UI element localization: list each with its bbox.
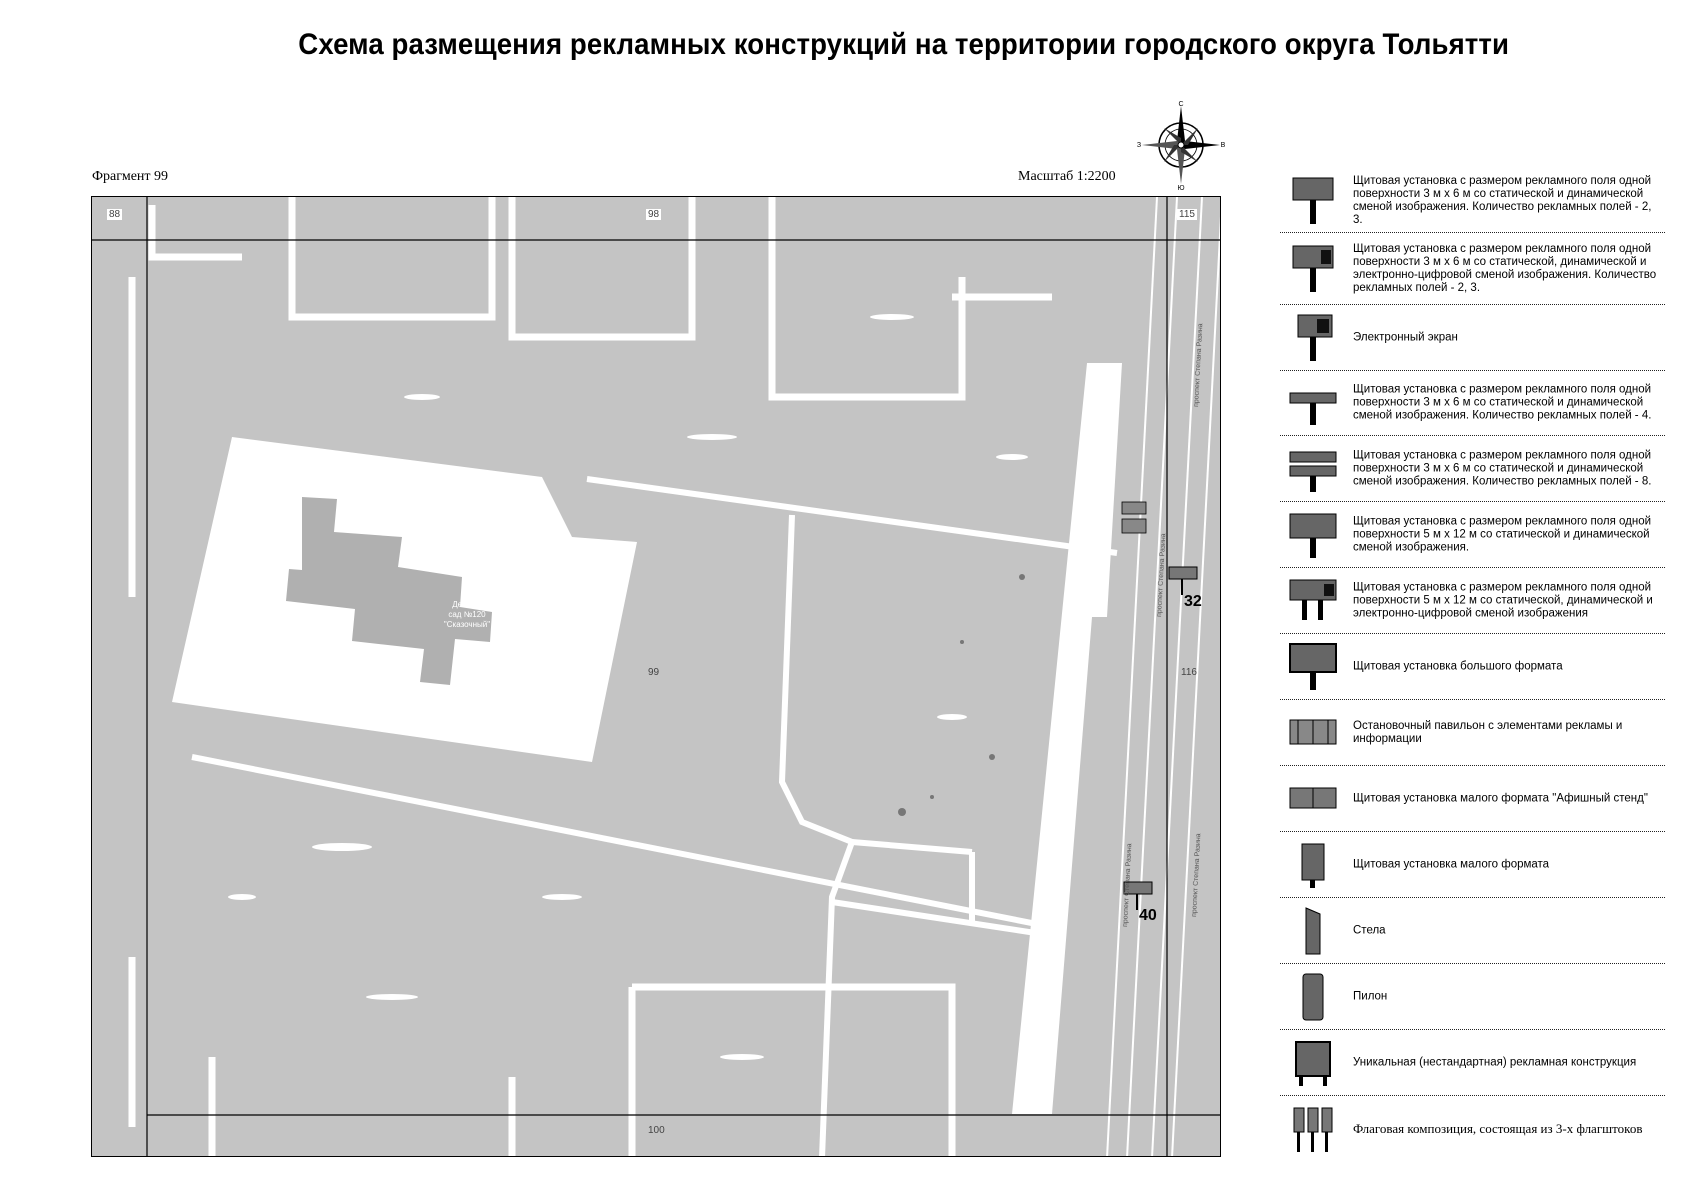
building-label-line3: "Сказочный" bbox=[443, 620, 491, 629]
legend-item bbox=[1280, 898, 1665, 964]
compass-east: В bbox=[1220, 142, 1226, 149]
compass-west: З bbox=[1136, 142, 1142, 149]
billboard-4-fields-icon bbox=[1288, 378, 1338, 428]
flag-composition-icon bbox=[1288, 1104, 1338, 1154]
street-label: проспект Степана Разина bbox=[1191, 833, 1203, 918]
electronic-screen-icon bbox=[1288, 313, 1338, 363]
grid-label-116: 116 bbox=[1181, 667, 1197, 678]
legend-item bbox=[1280, 305, 1665, 371]
legend-text: Щитовая установка большого формата bbox=[1353, 660, 1563, 672]
legend-item bbox=[1280, 233, 1665, 305]
legend-item bbox=[1280, 766, 1665, 832]
legend-item bbox=[1280, 371, 1665, 436]
compass-rose-icon bbox=[1136, 100, 1226, 190]
billboard-5x12-digital-icon bbox=[1288, 576, 1338, 626]
street-label: проспект Степана Разина bbox=[1122, 843, 1134, 928]
legend-item bbox=[1280, 502, 1665, 568]
map-title: Схема размещения рекламных конструкций на территории городского округа Тольятти bbox=[298, 28, 1510, 61]
billboard-5x12-icon bbox=[1288, 510, 1338, 560]
legend-item bbox=[1280, 170, 1665, 233]
legend-text: Щитовая установка с размером рекламного поля одной поверхности 3 м х 6 м со статической, динамической и электронно-цифровой сменой изображения. Количество рекламных полей - 2, 3. bbox=[1353, 242, 1657, 294]
legend-text: Щитовая установка с размером рекламного поля одной поверхности 3 м х 6 м со статической и динамической сменой изображения. Количество рекламных полей - 4. bbox=[1353, 383, 1652, 422]
poster-stand-icon bbox=[1288, 774, 1338, 824]
grid-label-100: 100 bbox=[648, 1125, 665, 1136]
compass-south: Ю bbox=[1177, 185, 1185, 190]
small-format-billboard-icon bbox=[1288, 840, 1338, 890]
grid-label-98: 98 bbox=[648, 209, 660, 220]
legend-text: Электронный экран bbox=[1353, 331, 1458, 343]
legend-text: Щитовая установка с размером рекламного поля одной поверхности 3 м х 6 м со статической и динамической сменой изображения. Количество рекламных полей - 2, 3. bbox=[1353, 175, 1652, 226]
grid-label-115: 115 bbox=[1179, 209, 1195, 220]
grid-label-88: 88 bbox=[109, 209, 121, 220]
legend-item bbox=[1280, 436, 1665, 502]
legend-text: Щитовая установка с размером рекламного поля одной поверхности 5 м х 12 м со статической и динамической сменой изображения. bbox=[1353, 515, 1652, 553]
scale-label: Масштаб 1:2200 bbox=[1018, 169, 1116, 184]
legend-item bbox=[1280, 634, 1665, 700]
legend-item bbox=[1280, 1030, 1665, 1096]
legend-text: Уникальная (нестандартная) рекламная конструкция bbox=[1353, 1056, 1637, 1068]
legend-text: Пилон bbox=[1353, 990, 1388, 1002]
billboard-8-fields-icon bbox=[1288, 444, 1338, 494]
legend-text: Флаговая композиция, состоящая из 3-х флагштоков bbox=[1353, 1121, 1643, 1136]
unique-construction-icon bbox=[1288, 1038, 1338, 1088]
legend-item bbox=[1280, 700, 1665, 766]
fragment-label: Фрагмент 99 bbox=[92, 169, 169, 184]
legend-item bbox=[1280, 568, 1665, 634]
building-label-line2: сад №120 bbox=[448, 610, 486, 619]
legend-text: Щитовая установка с размером рекламного поля одной поверхности 5 м х 12 м со статической, динамической и электронно-цифровой сменой изображения bbox=[1353, 581, 1653, 619]
ad-marker-32-icon bbox=[1169, 567, 1197, 595]
map-legend bbox=[1280, 170, 1665, 1162]
grid-label-99: 99 bbox=[648, 667, 660, 678]
legend-item bbox=[1280, 964, 1665, 1030]
map-canvas[interactable] bbox=[91, 196, 1221, 1157]
bus-stop-pavilion-icon bbox=[1288, 708, 1338, 758]
legend-text: Щитовая установка с размером рекламного поля одной поверхности 3 м х 6 м со статической и динамической сменой изображения. Количество рекламных полей - 8. bbox=[1353, 449, 1652, 487]
legend-text: Щитовая установка малого формата "Афишный стенд" bbox=[1353, 792, 1648, 804]
street-label: проспект Степана Разина bbox=[1193, 323, 1205, 408]
legend-text: Остановочный павильон с элементами рекламы и информации bbox=[1353, 719, 1623, 745]
billboard-digital-icon bbox=[1288, 244, 1338, 294]
large-format-billboard-icon bbox=[1288, 642, 1338, 692]
pylon-icon bbox=[1288, 972, 1338, 1022]
legend-text: Щитовая установка малого формата bbox=[1353, 858, 1550, 870]
legend-item bbox=[1280, 832, 1665, 898]
marker-number-32[interactable]: 32 bbox=[1184, 593, 1202, 610]
billboard-static-icon bbox=[1288, 176, 1338, 226]
marker-number-40[interactable]: 40 bbox=[1139, 907, 1157, 924]
compass-north: С bbox=[1178, 101, 1184, 108]
building-label-line1: Детский bbox=[452, 600, 482, 609]
street-label: проспект Степана Разина bbox=[1156, 533, 1168, 618]
legend-text: Стела bbox=[1353, 924, 1386, 936]
stele-icon bbox=[1288, 906, 1338, 956]
legend-item bbox=[1280, 1096, 1665, 1162]
